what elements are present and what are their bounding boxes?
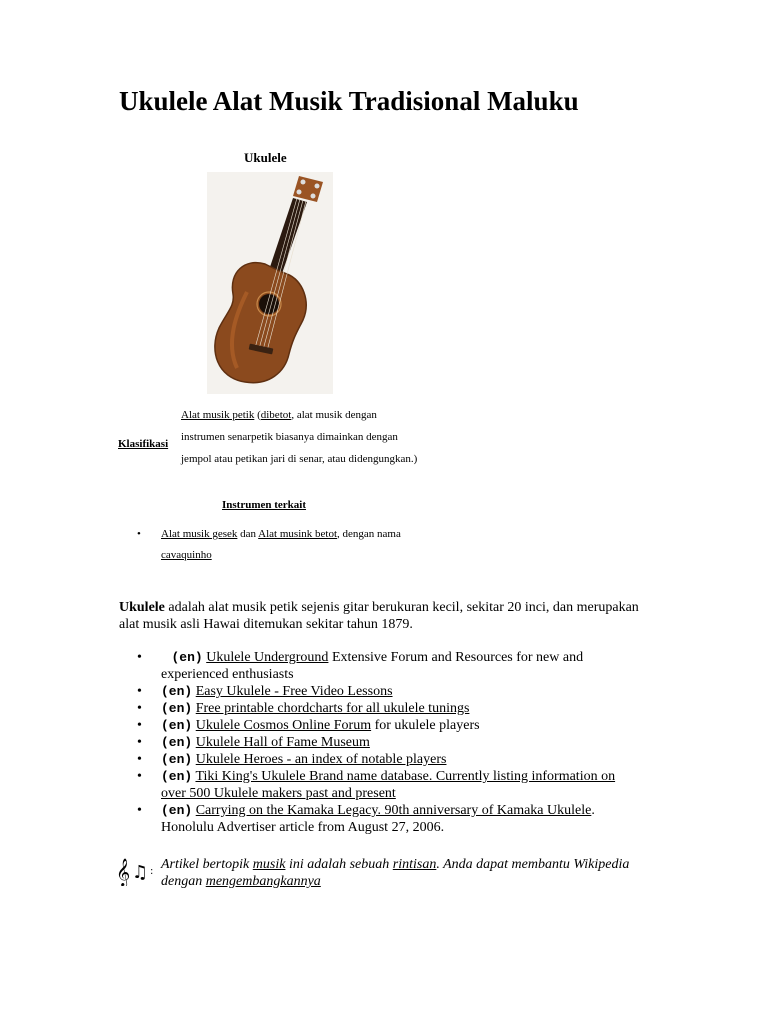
text: ( — [254, 409, 261, 421]
bullet: • — [137, 752, 142, 767]
list-item — [137, 802, 637, 836]
intro-paragraph — [119, 599, 659, 633]
lang-tag: (en) — [161, 769, 193, 784]
external-links-list — [137, 649, 637, 836]
external-link[interactable]: Ukulele Cosmos Online Forum — [195, 718, 372, 733]
bullet: • — [137, 684, 142, 699]
related-instruments-heading: Instrumen terkait — [222, 499, 307, 511]
lang-tag: (en) — [161, 718, 193, 733]
lang-tag: (en) — [161, 735, 193, 750]
klasifikasi-label: Klasifikasi — [118, 438, 169, 450]
external-link[interactable]: Ukulele Heroes - an index of notable players — [195, 752, 447, 767]
link-dibetot[interactable]: dibetot — [260, 409, 292, 421]
bullet: • — [137, 718, 142, 733]
text: . Anda dapat membantu Wikipedia dengan — [161, 857, 630, 889]
list-item — [137, 751, 637, 768]
infobox-caption: Ukulele — [244, 150, 287, 165]
stub-text — [161, 856, 661, 890]
bullet: • — [137, 650, 142, 665]
list-item — [137, 700, 637, 717]
page-title: Ukulele Alat Musik Tradisional Maluku — [119, 86, 579, 116]
lang-tag: (en) — [161, 752, 193, 767]
list-item — [137, 768, 637, 802]
text: Extensive Forum and Resources for new and experienced enthusiasts — [161, 650, 584, 682]
bullet: • — [137, 803, 142, 818]
external-link[interactable]: Carrying on the Kamaka Legacy. 90th anniversary of Kamaka Ukulele — [195, 803, 592, 818]
intro-text: adalah alat musik petik sejenis gitar berukuran kecil, sekitar 20 inci, dan merupakan alat musik asli Hawai ditemukan sekitar tahun 1879. — [119, 600, 639, 632]
lang-tag: (en) — [171, 650, 203, 665]
music-note-icon — [116, 856, 156, 886]
bullet: • — [137, 701, 142, 716]
bullet: • — [137, 735, 142, 750]
svg-text:♫: ♫ — [132, 862, 149, 883]
list-item — [137, 649, 637, 683]
text: Artikel bertopik — [161, 857, 253, 872]
external-link[interactable]: Ukulele Hall of Fame Museum — [195, 735, 370, 750]
link-cavaquinho[interactable]: cavaquinho — [161, 549, 212, 561]
link-alat-musik-gesek[interactable]: Alat musik gesek — [161, 528, 238, 540]
list-item — [137, 717, 637, 734]
related-item — [161, 524, 441, 566]
bullet: • — [137, 528, 141, 540]
svg-text::: : — [150, 866, 154, 877]
lang-tag: (en) — [161, 684, 193, 699]
text: . Honolulu Advertiser article from August 27, 2006. — [161, 803, 595, 835]
svg-text:𝄞: 𝄞 — [116, 858, 131, 886]
lang-tag: (en) — [161, 803, 193, 818]
lang-tag: (en) — [161, 701, 193, 716]
text: dan — [237, 528, 259, 540]
text: for ukulele players — [371, 718, 480, 733]
link-mengembangkannya[interactable]: mengembangkannya — [205, 874, 321, 889]
external-link[interactable]: Ukulele Underground — [206, 650, 329, 665]
external-link[interactable]: Easy Ukulele - Free Video Lessons — [195, 684, 393, 699]
ukulele-image — [207, 172, 333, 394]
link-musik[interactable]: musik — [252, 857, 286, 872]
text: ini adalah sebuah — [285, 857, 393, 872]
external-link[interactable]: Tiki King's Ukulele Brand name database. Currently listing information on over 500 Ukulele makers past and present — [161, 769, 616, 801]
list-item — [137, 734, 637, 751]
intro-bold-term: Ukulele — [119, 600, 165, 615]
bullet: • — [137, 769, 142, 784]
text: , dengan nama — [337, 528, 401, 540]
text: , alat musik dengan instrumen senarpetik biasanya dimainkan dengan jempol atau petikan jari di senar, atau didengungkan.) — [181, 409, 418, 465]
external-link[interactable]: Free printable chordcharts for all ukulele tunings — [195, 701, 470, 716]
link-rintisan[interactable]: rintisan — [392, 857, 437, 872]
link-alat-musik-petik[interactable]: Alat musik petik — [181, 409, 255, 421]
link-alat-musink-betot[interactable]: Alat musink betot — [258, 528, 337, 540]
klasifikasi-value — [181, 404, 421, 470]
list-item — [137, 683, 637, 700]
